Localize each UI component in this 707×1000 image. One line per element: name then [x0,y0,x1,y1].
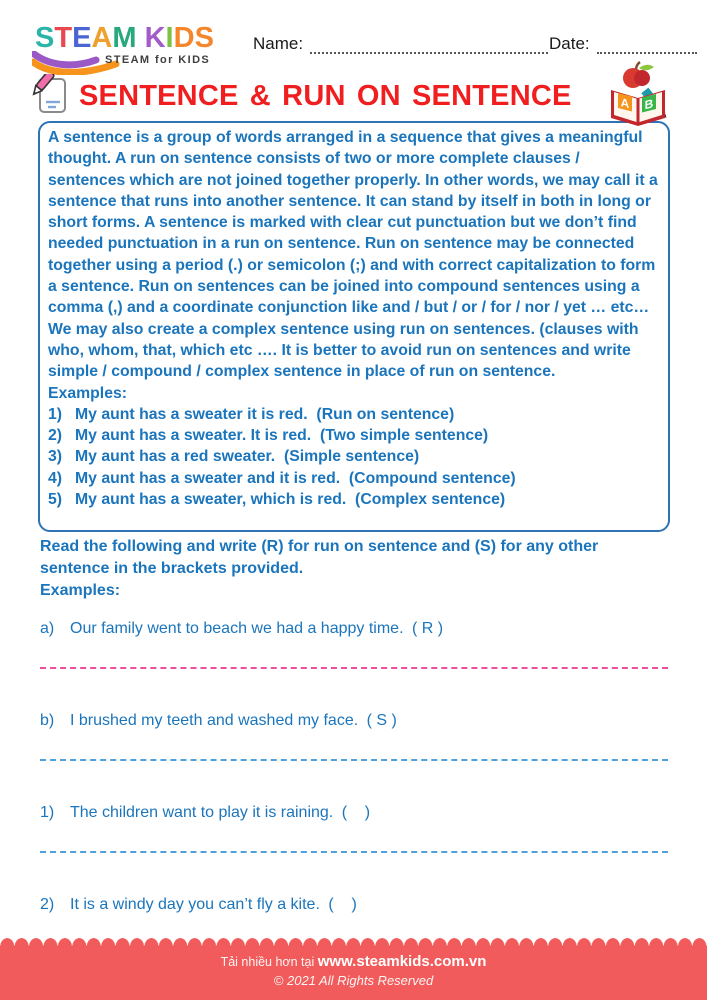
question: 2) It is a windy day you can’t fly a kite. ( ) [40,894,668,916]
answer-bracket[interactable]: ( ) [328,896,357,913]
question-block [40,894,668,916]
logo-letter: S [35,22,55,54]
definition-text: A sentence is a group of words arranged in a sequence that gives a meaningful thought. A run on sentence consists of two or more complete clauses / sentences which are not joined together properly. In other words, we may call it a sentence that runs into another sentence. It can stand by itself in both in long or short forms. A sentence is marked with clear cut punctuation but we don’t find needed punctuation in a run on sentence. Run on sentence may be connected together using a period (.) or semicolon (;) and with correct capitalization to form a sentence. Run on sentences can be joined into compound sentences using a comma (,) and a coordinate conjunction like and / but / or / for / nor / yet … etc… We may also create a complex sentence using run on sentences. (clauses with who, whom, that, which etc …. It is better to avoid run on sentences and write simple / compound / complex sentence in place of run on sentence. [48,129,663,381]
instructions-text: Read the following and write (R) for run on sentence and (S) for any other sentence in the brackets provided. [40,538,599,577]
footer-copyright: © 2021 All Rights Reserved [273,973,434,988]
logo-subtitle: STEAM for KIDS [105,54,211,66]
date-field [549,34,697,54]
example-item: 3) My aunt has a red sweater. (Simple sentence) [48,448,420,466]
logo-letter: D [173,22,195,54]
question-block [40,618,668,669]
date-input-line[interactable] [597,38,697,54]
answer-line[interactable] [40,759,668,761]
logo-letter: E [72,22,92,54]
title-row [32,74,572,118]
example-item: 2) My aunt has a sweater. It is red. (Two simple sentence) [48,427,489,445]
logo-letter: T [54,22,73,54]
logo-letter [137,22,145,54]
name-label: Name: [253,34,304,53]
example-item: 4) My aunt has a sweater and it is red. (Compound sentence) [48,469,516,487]
logo-letter: K [144,22,166,54]
answer-line[interactable] [40,667,668,669]
answer-line[interactable] [40,851,668,853]
box-examples-label: Examples: [48,384,128,402]
steam-kids-logo [35,24,220,78]
footer-prefix: Tải nhiều hơn tại [220,955,318,969]
question: 1) The children want to play it is raining. ( ) [40,802,668,824]
footer-download-line [0,953,707,970]
logo-letter: M [112,22,137,54]
pencil-scroll-icon [32,74,72,118]
svg-text:B: B [644,96,654,113]
answer-bracket[interactable]: ( S ) [366,712,397,729]
logo-wordmark [35,24,220,53]
logo-letter: S [194,22,214,54]
instructions [40,536,662,602]
question: a) Our family went to beach we had a happy time. ( R ) [40,618,668,640]
logo-letter: I [165,22,174,54]
examples-list [48,404,660,510]
questions [40,618,668,943]
question-block [40,802,668,853]
name-input-line[interactable] [310,38,548,54]
example-item: 5) My aunt has a sweater, which is red. (Complex sentence) [48,491,506,509]
question-block [40,710,668,761]
answer-bracket[interactable]: ( ) [341,804,371,821]
book-apple-pencil-icon [608,60,672,128]
definition-box [38,121,670,532]
question: b) I brushed my teeth and washed my face. ( S ) [40,710,668,732]
footer-url[interactable]: www.steamkids.com.vn [317,953,487,970]
footer [0,946,707,1000]
page-title: SENTENCE & RUN ON SENTENCE [79,79,572,112]
instructions-examples-label: Examples: [40,582,121,599]
example-item: 1) My aunt has a sweater it is red. (Run on sentence) [48,405,455,423]
answer-bracket[interactable]: ( R ) [411,620,444,637]
svg-text:A: A [620,95,630,112]
logo-letter: A [91,22,113,54]
date-label: Date: [549,34,590,53]
name-field [253,34,548,54]
